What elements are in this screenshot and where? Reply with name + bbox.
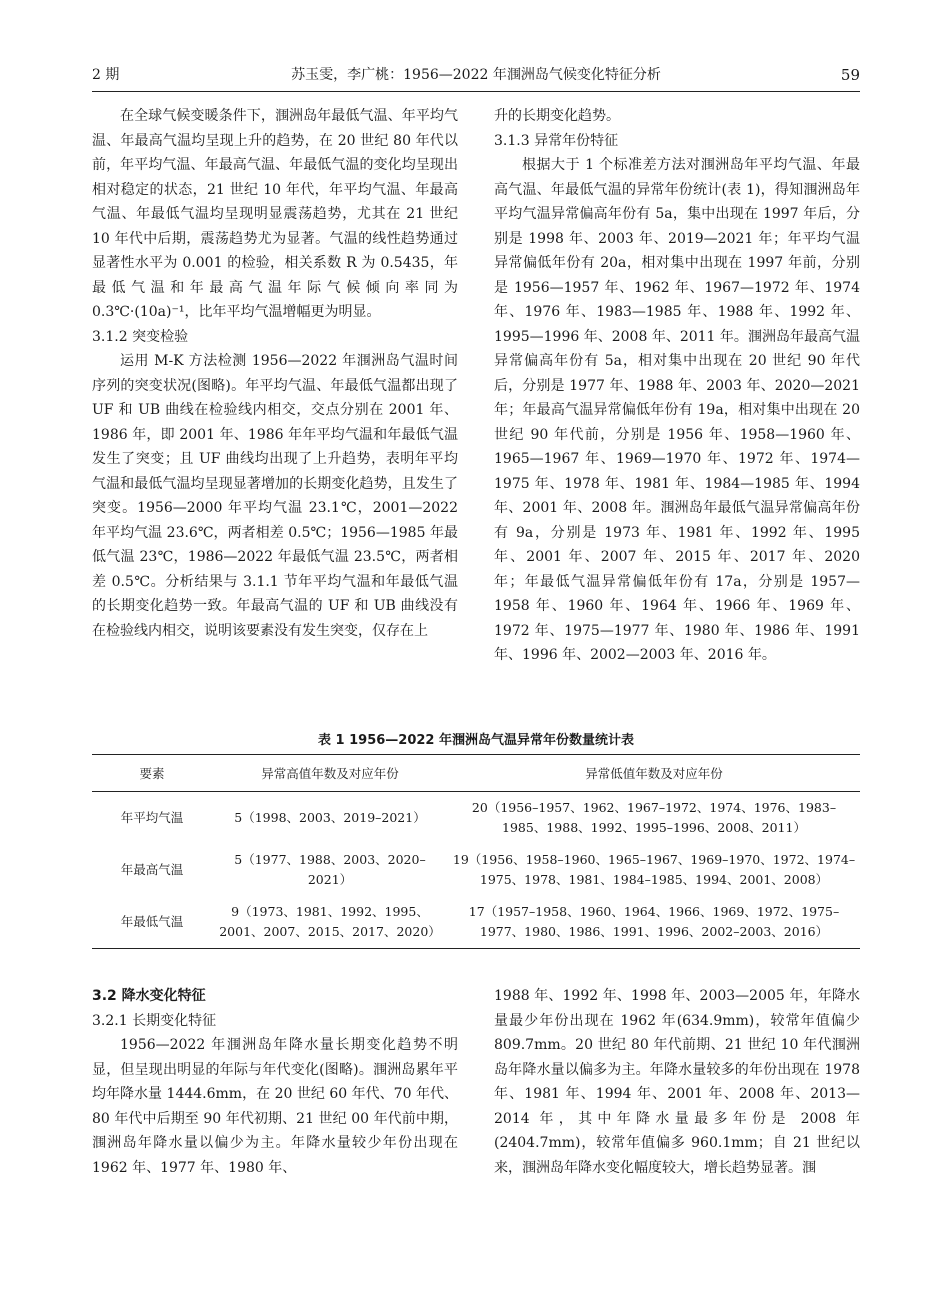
section-heading-3-1-3: 3.1.3 异常年份特征 [494, 132, 619, 149]
right-column-lower [494, 984, 860, 1180]
right-column-upper [494, 104, 860, 668]
table-cell: 19（1956、1958–1960、1965–1967、1969–1970、1972、1974–1975、1978、1981、1984–1985、1994、2001、2008） [452, 852, 856, 887]
table-cell: 9（1973、1981、1992、1995、2001、2007、2015、2017、2020） [219, 904, 441, 939]
table-cell: 年平均气温 [120, 810, 184, 825]
table-cell: 20（1956–1957、1962、1967–1972、1974、1976、1983–1985、1988、1992、1995–1996、2008、2011） [471, 800, 837, 835]
section-heading-3-2-1: 3.2.1 长期变化特征 [92, 1012, 217, 1029]
running-header [92, 64, 860, 86]
paragraph-mk-test: 运用 M-K 方法检测 1956—2022 年涠洲岛气温时间序列的突变状况(图略)。年平均气温、年最低气温都出现了 UF 和 UB 曲线在检验线内相交，交点分别在 2001 年、1986 年，即 2001 年、1986 年年平均气温和年最低气温发生了突变；且 UF 曲线均出现了上升趋势，表明年平均气温和最低气温均呈现显著增加的长期变化趋势，且发生了突变。1956—2000 年平均气温 23.1℃，2001—2022 年平均气温 23.6℃，两者相差 0.5℃；1956—1985 年最低气温 23℃，1986—2022 年最低气温 23.5℃，两者相差 0.5℃。分析结果与 3.1.1 节年平均气温和年最低气温的长期变化趋势一致。年最高气温的 UF 和 UB 曲线没有在检验线内相交，说明该要素没有发生突变，仅存在上 [92, 353, 458, 639]
table-header-cell: 异常高值年数及对应年份 [261, 766, 399, 781]
page-number: 59 [840, 66, 860, 84]
section-heading-3-2: 3.2 降水变化特征 [92, 988, 206, 1004]
table-cell: 5（1998、2003、2019–2021） [234, 810, 426, 825]
table-header-cell: 异常低值年数及对应年份 [585, 766, 723, 781]
left-column-upper [92, 104, 458, 643]
table-row [92, 792, 860, 845]
running-title: 苏玉雯，李广桃：1956—2022 年涠洲岛气候变化特征分析 [291, 67, 661, 83]
paragraph-continuation: 升的长期变化趋势。 [494, 108, 620, 124]
table-cell: 5（1977、1988、2003、2020–2021） [234, 852, 426, 887]
table-header-cell: 要素 [139, 766, 165, 781]
table-cell: 年最高气温 [120, 862, 184, 877]
table-row [92, 844, 860, 896]
header-rule [92, 91, 860, 92]
paragraph-trend-summary: 在全球气候变暖条件下，涠洲岛年最低气温、年平均气温、年最高气温均呈现上升的趋势，在 20 世纪 80 年代以前，年平均气温、年最高气温、年最低气温的变化均呈现出相对稳定的状态，21 世纪 10 年代，年平均气温、年最高气温、年最低气温均呈现明显震荡趋势，尤其在 21 世纪 10 年代中后期，震荡趋势尤为显著。气温的线性趋势通过显著性水平为 0.001 的检验，相关系数 R 为 0.5435，年最低气温和年最高气温年际气候倾向率同为 0.3℃·(10a)⁻¹，比年平均气温增幅更为明显。 [92, 108, 458, 320]
table-row [92, 896, 860, 949]
paragraph-precipitation: 1956—2022 年涠洲岛年降水量长期变化趋势不明显，但呈现出明显的年际与年代变化(图略)。涠洲岛累年平均年降水量 1444.6mm，在 20 世纪 60 年代、70 年代、80 年代中后期至 90 年代初期、21 世纪 00 年代前中期，涠洲岛年降水量以偏少为主。年降水量较少年份出现在 1962 年、1977 年、1980 年、 [92, 1037, 458, 1176]
table-caption: 表 1 1956—2022 年涠洲岛气温异常年份数量统计表 [318, 733, 634, 748]
table-cell: 年最低气温 [120, 914, 184, 929]
anomaly-table [92, 754, 860, 949]
table-1 [92, 732, 860, 949]
table-header-row [92, 755, 860, 792]
section-heading-3-1-2: 3.1.2 突变检验 [92, 328, 189, 345]
table-cell: 17（1957–1958、1960、1964、1966、1969、1972、1975–1977、1980、1986、1991、1996、2002–2003、2016） [468, 904, 840, 939]
paragraph-anomaly-years: 根据大于 1 个标准差方法对涠洲岛年平均气温、年最高气温、年最低气温的异常年份统计(表 1)，得知涠洲岛年平均气温异常偏高年份有 5a，集中出现在 1997 年后，分别是 1998 年、2003 年、2019—2021 年；年平均气温异常偏低年份有 20a，相对集中出现在 1997 年前，分别是 1956—1957 年、1962 年、1967—1972 年、1974 年、1976 年、1983—1985 年、1988 年、1992 年、1995—1996 年、2008 年、2011 年。涠洲岛年最高气温异常偏高年份有 5a，相对集中出现在 20 世纪 90 年代后，分别是 1977 年、1988 年、2003 年、2020—2021 年；年最高气温异常偏低年份有 19a，相对集中出现在 20 世纪 90 年代前，分别是 1956 年、1958—1960 年、1965—1967 年、1969—1970 年、1972 年、1974—1975 年、1978 年、1981 年、1984—1985 年、1994 年、2001 年、2008 年。涠洲岛年最低气温异常偏高年份有 9a，分别是 1973 年、1981 年、1992 年、1995 年、2001 年、2007 年、2015 年、2017 年、2020 年；年最低气温异常偏低年份有 17a，分别是 1957—1958 年、1960 年、1964 年、1966 年、1969 年、1972 年、1975—1977 年、1980 年、1986 年、1991 年、1996 年、2002—2003 年、2016 年。 [494, 157, 860, 663]
issue-number: 2 期 [92, 67, 120, 83]
paragraph-precipitation-continued: 1988 年、1992 年、1998 年、2003—2005 年，年降水量最少年份出现在 1962 年(634.9mm)，较常年值偏少 809.7mm。20 世纪 80 年代前期、21 世纪 10 年代涠洲岛年降水量以偏多为主。年降水量较多的年份出现在 1978 年、1981 年、1994 年、2001 年、2008 年、2013—2014 年，其中年降水量最多年份是 2008 年(2404.7mm)，较常年值偏多 960.1mm；自 21 世纪以来，涠洲岛年降水变化幅度较大，增长趋势显著。涠 [494, 988, 860, 1176]
left-column-lower [92, 984, 458, 1180]
